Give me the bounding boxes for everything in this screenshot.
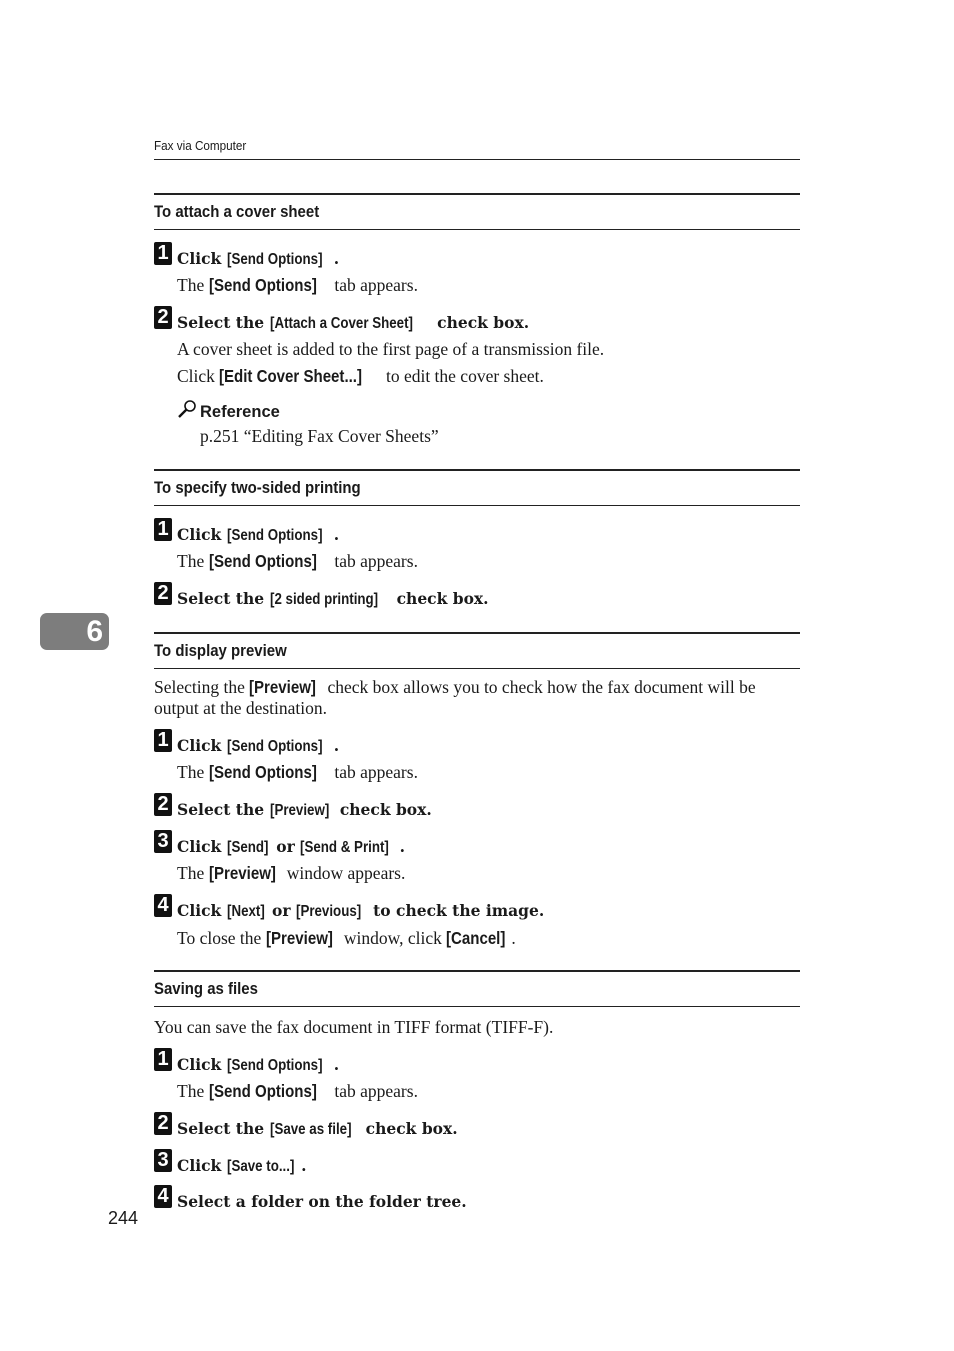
step-number: 4 xyxy=(154,894,172,917)
ui-label: [Preview] xyxy=(249,677,317,697)
ui-label: [Send] xyxy=(226,839,269,856)
step-title: Click [Send Options] . xyxy=(177,525,340,544)
step-description: The [Preview] window appears. xyxy=(177,863,406,883)
running-header-title: Fax via Computer xyxy=(154,138,247,153)
step-title: Select the [Attach a Cover Sheet] check box. xyxy=(177,313,530,332)
step-title: Click [Send] or [Send & Print] . xyxy=(177,837,405,856)
step-number: 2 xyxy=(154,306,172,329)
ui-label: [Send Options] xyxy=(226,738,323,755)
running-header xyxy=(154,138,800,160)
page-number: 244 xyxy=(108,1208,139,1228)
step-title: Select the [Save as file] check box. xyxy=(177,1119,458,1138)
step-number: 1 xyxy=(154,729,172,752)
section-heading-two-sided xyxy=(154,469,800,506)
step-number: 2 xyxy=(154,1112,172,1135)
section-intro: Selecting the [Preview] check box allows you to check how the fax document will be output at the destination. xyxy=(154,677,756,718)
step-number: 2 xyxy=(154,793,172,816)
ui-label: [Preview] xyxy=(265,928,333,948)
reference-title: Reference xyxy=(200,403,280,421)
ui-label: [2 sided printing] xyxy=(269,591,378,608)
section-title: To attach a cover sheet xyxy=(154,202,320,221)
ui-label: [Preview] xyxy=(269,802,329,819)
step-description: A cover sheet is added to the first page of a transmission file. xyxy=(177,339,605,359)
ui-label: [Next] xyxy=(226,903,265,920)
section-heading-saving xyxy=(154,970,800,1007)
section-heading-cover-sheet xyxy=(154,193,800,230)
ui-label: [Cancel] xyxy=(446,928,506,948)
ui-label: [Edit Cover Sheet...] xyxy=(219,366,363,386)
step-title: Select a folder on the folder tree. xyxy=(177,1192,467,1211)
ui-label: [Send Options] xyxy=(208,1081,317,1101)
ui-label: [Send & Print] xyxy=(300,839,390,856)
step-description: To close the [Preview] window, click [Cancel] . xyxy=(177,928,516,948)
step-title: Click [Send Options] . xyxy=(177,736,340,755)
ui-label: [Send Options] xyxy=(226,527,323,544)
ui-label: [Attach a Cover Sheet] xyxy=(269,315,413,332)
ui-label: [Send Options] xyxy=(226,251,323,268)
ui-label: [Previous] xyxy=(295,903,362,920)
step-description: The [Send Options] tab appears. xyxy=(177,762,418,782)
step-title: Click [Next] or [Previous] to check the image. xyxy=(177,901,545,920)
step-number: 4 xyxy=(154,1185,172,1208)
ui-label: [Send Options] xyxy=(226,1057,323,1074)
step-title: Click [Save to...] . xyxy=(177,1156,307,1175)
ui-label: [Send Options] xyxy=(208,275,317,295)
step-title: Click [Send Options] . xyxy=(177,1055,340,1074)
step-description: The [Send Options] tab appears. xyxy=(177,1081,418,1101)
step-number: 3 xyxy=(154,830,172,853)
step-number: 1 xyxy=(154,242,172,265)
step-title: Click [Send Options] . xyxy=(177,249,340,268)
ui-label: [Send Options] xyxy=(208,551,317,571)
section-title: To specify two-sided printing xyxy=(154,478,361,497)
ui-label: [Preview] xyxy=(208,863,276,883)
step-description: The [Send Options] tab appears. xyxy=(177,275,418,295)
ui-label: [Save as file] xyxy=(269,1121,352,1138)
section-title: Saving as files xyxy=(154,979,258,998)
step-description: Click [Edit Cover Sheet...] to edit the cover sheet. xyxy=(177,366,544,386)
section-intro: You can save the fax document in TIFF format (TIFF-F). xyxy=(154,1017,554,1037)
section-title: To display preview xyxy=(154,641,287,660)
step-number: 1 xyxy=(154,1048,172,1071)
chapter-tab: 6 xyxy=(40,613,109,650)
ui-label: [Send Options] xyxy=(208,762,317,782)
step-description: The [Send Options] tab appears. xyxy=(177,551,418,571)
step-title: Select the [2 sided printing] check box. xyxy=(177,589,489,608)
step-number: 3 xyxy=(154,1149,172,1172)
step-number: 2 xyxy=(154,582,172,605)
step-title: Select the [Preview] check box. xyxy=(177,800,432,819)
section-heading-preview xyxy=(154,632,800,669)
magnifier-icon xyxy=(177,399,199,419)
reference-link[interactable]: p.251 “Editing Fax Cover Sheets” xyxy=(200,426,439,446)
step-number: 1 xyxy=(154,518,172,541)
ui-label: [Save to...] xyxy=(226,1158,295,1175)
